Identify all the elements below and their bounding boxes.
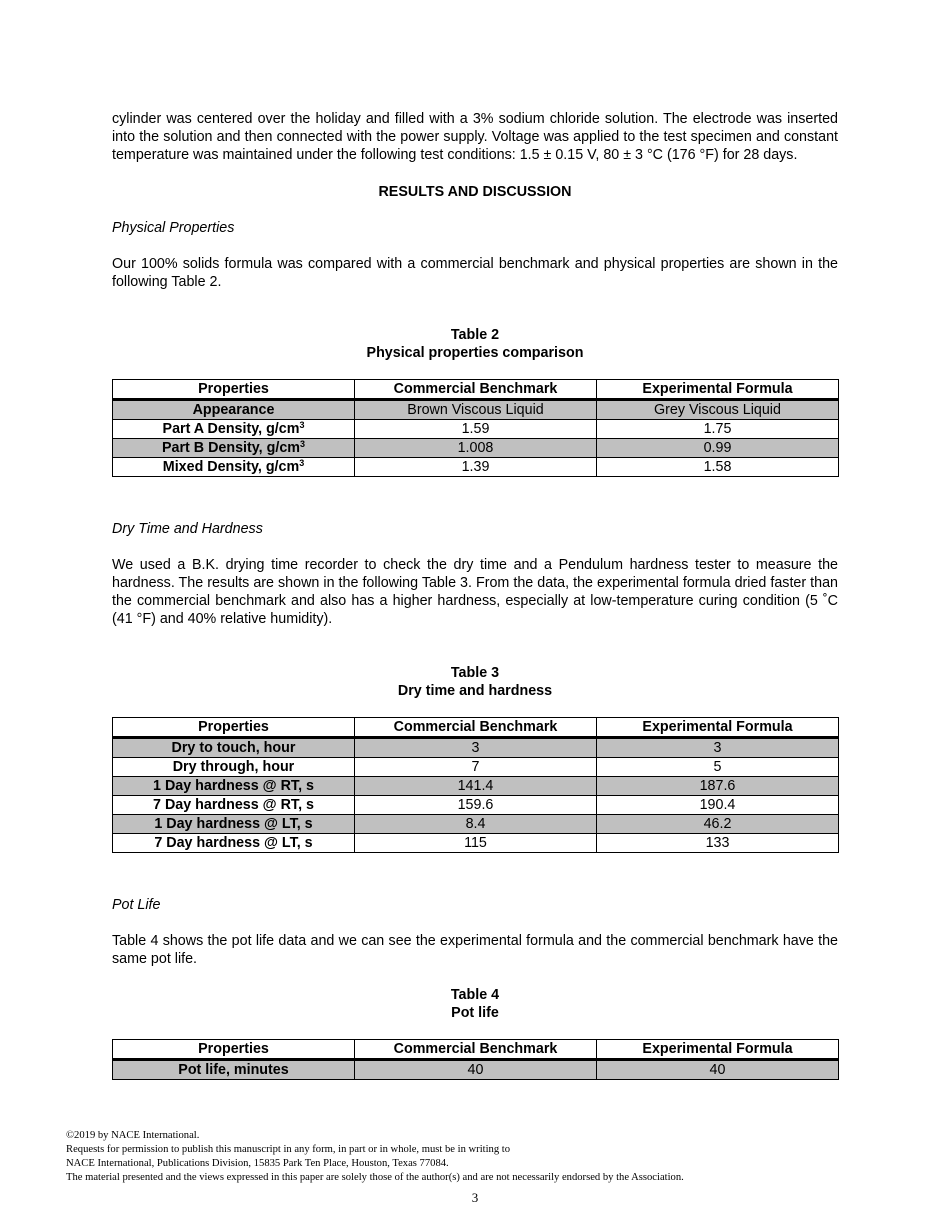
table2-header-row	[113, 380, 839, 400]
table3-cell-benchmark: 8.4	[355, 815, 597, 834]
table4-header-row	[113, 1040, 839, 1060]
table3-header-benchmark: Commercial Benchmark	[355, 718, 597, 738]
table4-cell-experimental: 40	[597, 1060, 839, 1080]
property-label: Part A Density, g/cm	[162, 421, 300, 437]
table3-dry-time-hardness	[112, 717, 839, 853]
table-row	[113, 758, 839, 777]
table2-cell-benchmark: 1.008	[355, 439, 597, 458]
table2-title: Physical properties comparison	[366, 345, 584, 361]
table3-title: Dry time and hardness	[397, 683, 553, 699]
table4-title: Pot life	[451, 1005, 499, 1021]
footer-permission: Requests for permission to publish this manuscript in any form, in part or in whole, must be in writing to	[66, 1144, 511, 1155]
table3-cell-experimental: 3	[597, 738, 839, 758]
table3-cell-experimental: 187.6	[597, 777, 839, 796]
property-label: Appearance	[192, 402, 275, 418]
table-row	[113, 738, 839, 758]
table4-cell-property: Pot life, minutes	[113, 1060, 355, 1080]
unit-superscript: 3	[299, 439, 305, 449]
table-row	[113, 439, 839, 458]
physical-properties-paragraph: Our 100% solids formula was compared with a commercial benchmark and physical properties are shown in the following Table 2.	[112, 256, 838, 290]
table3-cell-property: 1 Day hardness @ LT, s	[113, 815, 355, 834]
table4-header-properties: Properties	[113, 1040, 355, 1060]
table3-cell-benchmark: 3	[355, 738, 597, 758]
table-row	[113, 420, 839, 439]
table3-cell-property: 7 Day hardness @ RT, s	[113, 796, 355, 815]
table2-header-benchmark: Commercial Benchmark	[355, 380, 597, 400]
footer-disclaimer: The material presented and the views expressed in this paper are solely those of the author(s) and are not necessarily endorsed by the Association.	[66, 1172, 684, 1183]
table3-cell-experimental: 133	[597, 834, 839, 853]
table-row	[113, 796, 839, 815]
table2-cell-benchmark: 1.39	[355, 458, 597, 477]
table2-cell-property	[113, 439, 355, 458]
table2-cell-property	[113, 420, 355, 439]
table2-header-properties: Properties	[113, 380, 355, 400]
table2-cell-property	[113, 400, 355, 420]
table2-physical-properties	[112, 379, 839, 477]
table2-cell-property	[113, 458, 355, 477]
property-label: Part B Density, g/cm	[162, 440, 300, 456]
table-row	[113, 400, 839, 420]
table3-cell-benchmark: 141.4	[355, 777, 597, 796]
physical-properties-subheading: Physical Properties	[112, 220, 235, 236]
footer-copyright: ©2019 by NACE International.	[66, 1130, 200, 1141]
table3-cell-property: 7 Day hardness @ LT, s	[113, 834, 355, 853]
page-footer	[66, 1129, 886, 1185]
table2-cell-experimental: 1.75	[597, 420, 839, 439]
table2-header-experimental: Experimental Formula	[597, 380, 839, 400]
pot-life-paragraph: Table 4 shows the pot life data and we can see the experimental formula and the commercial benchmark have the same pot life.	[112, 933, 838, 967]
table4-cell-benchmark: 40	[355, 1060, 597, 1080]
section-heading: RESULTS AND DISCUSSION	[378, 184, 572, 200]
table3-cell-property: Dry to touch, hour	[113, 738, 355, 758]
table-row	[113, 458, 839, 477]
dry-time-paragraph: We used a B.K. drying time recorder to check the dry time and a Pendulum hardness tester to measure the hardness. The results are shown in the following Table 3. From the data, the experimental formula dried faster than the commercial benchmark and also has a higher hardness, especially at low-temperature curing condition (5 ˚C (41 °F) and 40% relative humidity).	[112, 557, 838, 627]
table2-cell-experimental: 0.99	[597, 439, 839, 458]
table3-header-row	[113, 718, 839, 738]
table2-cell-benchmark: 1.59	[355, 420, 597, 439]
table3-header-properties: Properties	[113, 718, 355, 738]
table3-cell-experimental: 46.2	[597, 815, 839, 834]
page-number: 3	[471, 1190, 479, 1205]
table4-header-experimental: Experimental Formula	[597, 1040, 839, 1060]
unit-superscript: 3	[299, 420, 305, 430]
table3-cell-property: Dry through, hour	[113, 758, 355, 777]
table3-cell-benchmark: 115	[355, 834, 597, 853]
table3-cell-property: 1 Day hardness @ RT, s	[113, 777, 355, 796]
table2-number: Table 2	[450, 327, 500, 343]
table3-number: Table 3	[450, 665, 500, 681]
table2-cell-benchmark: Brown Viscous Liquid	[355, 400, 597, 420]
table3-header-experimental: Experimental Formula	[597, 718, 839, 738]
table3-cell-benchmark: 159.6	[355, 796, 597, 815]
dry-time-subheading: Dry Time and Hardness	[112, 521, 263, 537]
table4-pot-life	[112, 1039, 839, 1080]
footer-address: NACE International, Publications Division, 15835 Park Ten Place, Houston, Texas 77084.	[66, 1158, 449, 1169]
intro-paragraph: cylinder was centered over the holiday and filled with a 3% sodium chloride solution. The electrode was inserted into the solution and then connected with the power supply. Voltage was applied to the test specimen and constant temperature was maintained under the following test conditions: 1.5 ± 0.15 V, 80 ± 3 °C (176 °F) for 28 days.	[112, 111, 838, 163]
table3-cell-experimental: 5	[597, 758, 839, 777]
table3-cell-benchmark: 7	[355, 758, 597, 777]
pot-life-subheading: Pot Life	[112, 897, 161, 913]
table3-cell-experimental: 190.4	[597, 796, 839, 815]
table4-number: Table 4	[450, 987, 500, 1003]
table4-header-benchmark: Commercial Benchmark	[355, 1040, 597, 1060]
table-row	[113, 777, 839, 796]
property-label: Mixed Density, g/cm	[162, 459, 300, 475]
table-row	[113, 1060, 839, 1080]
unit-superscript: 3	[299, 458, 305, 468]
table-row	[113, 834, 839, 853]
table2-cell-experimental: Grey Viscous Liquid	[597, 400, 839, 420]
page-body	[112, 110, 838, 1080]
table2-cell-experimental: 1.58	[597, 458, 839, 477]
table-row	[113, 815, 839, 834]
